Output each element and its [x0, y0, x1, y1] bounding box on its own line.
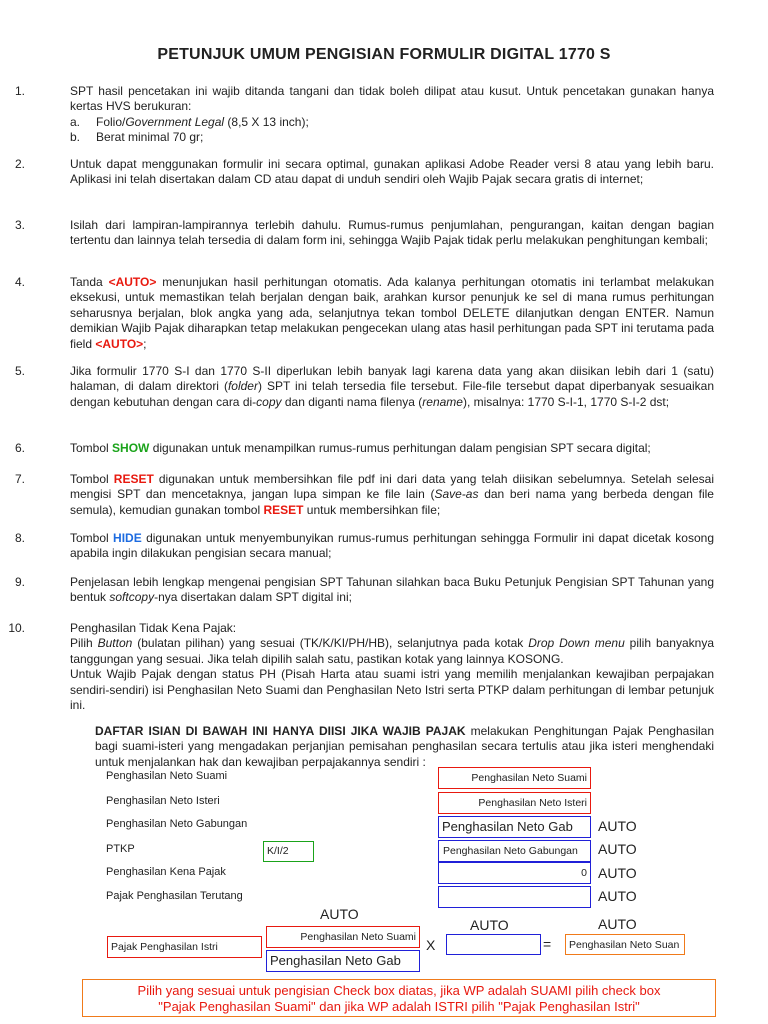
item-paragraph: Untuk Wajib Pajak dengan status PH (Pisah Harta atau suami istri yang memilih menjalankan kewajiban perpajakan sendiri-sendiri) isi Penghasilan Neto Suami dan Penghasilan Neto Istri serta PTKP dalam perhitungan di lembar petunjuk ini.: [70, 667, 714, 713]
item-number: 6.: [14, 441, 25, 455]
item-text: SPT hasil pencetakan ini wajib ditanda tangani dan tidak boleh dilipat atau kusut. Untuk pencetakan gunakan hanya kertas HVS berukuran:: [70, 84, 714, 114]
instruction-notice: Pilih yang sesuai untuk pengisian Check box diatas, jika WP adalah SUAMI pilih check box "Pajak Penghasilan Suami" dan jika WP adalah ISTRI pilih "Pajak Penghasilan Istri": [82, 979, 716, 1017]
pkp-field: 0: [438, 862, 591, 884]
item-text: Isilah dari lampiran-lampirannya terlebih dahulu. Rumus-rumus penjumlahan, pengurangan, kaitan dengan bagian tertentu dan lainnya telah tersedia di dalam form ini, sehingga Wajib Pajak tidak perlu melakukan penghitungan kembali;: [70, 218, 714, 248]
auto-marker: AUTO: [320, 906, 359, 922]
item-number: 5.: [14, 364, 25, 378]
form-intro: DAFTAR ISIAN DI BAWAH INI HANYA DIISI JIKA WAJIB PAJAK melakukan Penghitungan Pajak Penghasilan bagi suami-isteri yang mengadakan perjanjian pemisahan penghasilan secara tertulis atau jika isteri menghendaki untuk menjalankan hak dan kewajiban perpajakannya sendiri :: [95, 724, 714, 769]
list-item: [8, 621, 714, 713]
list-item: 9. Penjelasan lebih lengkap mengenai pengisian SPT Tahunan silahkan baca Buku Petunjuk Pengisian SPT Tahunan yang bentuk softcopy-nya disertakan dalam SPT digital ini;: [70, 575, 714, 606]
reset-button-label: RESET: [263, 502, 304, 517]
neto-suami-field[interactable]: Penghasilan Neto Suami: [438, 767, 591, 789]
neto-gabungan-field: Penghasilan Neto Gab: [438, 816, 591, 838]
label-neto-isteri: Penghasilan Neto Isteri: [106, 795, 220, 807]
label-pajak-terutang: Pajak Penghasilan Terutang: [106, 890, 243, 902]
reset-button-label: RESET: [113, 472, 154, 486]
item-number: 10.: [8, 621, 25, 635]
page-title: PETUNJUK UMUM PENGISIAN FORMULIR DIGITAL 1770 S: [157, 46, 611, 63]
pajak-istri-checkbox[interactable]: Pajak Penghasilan Istri: [107, 936, 262, 958]
list-item: 7. Tombol RESET digunakan untuk membersihkan file pdf ini dari data yang telah diisikan sebelumnya. Setelah selesai mengisi SPT dan mencetaknya, jangan lupa simpan ke file lain (Save-as dan beri nama yang berbeda dengan file semula), kemudian gunakan tombol RESET untuk membersihkan file;: [70, 472, 714, 518]
item-number: 1.: [14, 84, 25, 98]
calc-result-field: Penghasilan Neto Suan: [565, 934, 685, 955]
item-heading: Penghasilan Tidak Kena Pajak:: [70, 621, 237, 635]
list-item: 5. Jika formulir 1770 S-I dan 1770 S-II diperlukan lebih banyak lagi karena data yang akan diisikan lebih dari 1 (satu) halaman, di dalam direktori (folder) SPT ini telah tersedia file tersebut. File-file tersebut dapat diperbanyak sesuaikan dengan kebutuhan dengan cara di-copy dan diganti nama filenya (rename), misalnya: 1770 S-I-1, 1770 S-I-2 dst;: [70, 364, 714, 410]
label-pkp: Penghasilan Kena Pajak: [106, 866, 226, 878]
item-number: 3.: [14, 218, 25, 232]
auto-tag: <AUTO>: [108, 275, 157, 289]
calc-neto-suami-field: Penghasilan Neto Suami: [266, 926, 420, 948]
item-paragraph: Pilih Button (bulatan pilihan) yang sesuai (TK/K/KI/PH/HB), selanjutnya pada kotak Drop Down menu pilih banyaknya tanggungan yang sesuai. Jika telah dipilih salah satu, pastikan kotak yang lainnya KOSONG.: [70, 636, 714, 666]
ptkp-value-field: Penghasilan Neto Gabungan: [438, 840, 591, 862]
calc-neto-gabungan-field: Penghasilan Neto Gab: [266, 950, 420, 972]
list-item: [14, 218, 714, 249]
times-sign: X: [426, 937, 436, 953]
pajak-terutang-field: [438, 886, 591, 908]
item-number: 4.: [14, 275, 25, 289]
label-neto-suami: Penghasilan Neto Suami: [106, 770, 228, 782]
auto-tag: <AUTO>: [95, 336, 144, 351]
item-number: 9.: [14, 575, 25, 589]
label-ptkp: PTKP: [106, 843, 135, 855]
item-number: 8.: [14, 531, 25, 545]
label-neto-gabungan: Penghasilan Neto Gabungan: [106, 818, 248, 830]
neto-isteri-field[interactable]: Penghasilan Neto Isteri: [438, 792, 591, 814]
auto-marker: AUTO: [470, 917, 509, 933]
equals-sign: =: [543, 936, 552, 952]
hide-button-label: HIDE: [113, 531, 142, 545]
list-item: 8. Tombol HIDE digunakan untuk menyembunyikan rumus-rumus perhitungan sehingga Formulir ini dapat dicetak kosong apabila ingin dilakukan pengisian secara manual;: [70, 531, 714, 562]
list-item: 4. Tanda <AUTO> menunjukan hasil perhitungan otomatis. Ada kalanya perhitungan otomatis ini terlambat melakukan eksekusi, untuk memastikan telah berjalan dengan baik, arahkan kursor penunjuk ke sel di mana rumus perhitungan seharusnya berjalan, blok angka yang ada, selanjutnya tekan tombol DELETE dilanjutkan dengan ENTER. Namun demikian Wajib Pajak diharapkan tetap melakukan pengecekan ulang atas hasil perhitungan pada SPT ini terutama pada field <AUTO>;: [70, 275, 714, 352]
list-item: [14, 84, 714, 146]
auto-marker: AUTO: [598, 818, 637, 834]
show-button-label: SHOW: [112, 441, 150, 455]
auto-marker: AUTO: [598, 888, 637, 904]
auto-marker: AUTO: [598, 865, 637, 881]
sub-item-a: a. Folio/Government Legal (8,5 X 13 inch);: [70, 114, 309, 129]
list-item: 6. Tombol SHOW digunakan untuk menampilkan rumus-rumus perhitungan dalam pengisian SPT secara digital;: [70, 441, 714, 456]
item-number: 7.: [14, 472, 25, 486]
auto-marker: AUTO: [598, 841, 637, 857]
list-item: [14, 157, 714, 188]
calc-ratio-field: [446, 934, 541, 955]
item-number: 2.: [14, 157, 25, 171]
ptkp-status-select[interactable]: K/I/2: [263, 841, 314, 862]
sub-item-b: b. Berat minimal 70 gr;: [70, 130, 204, 145]
item-text: Untuk dapat menggunakan formulir ini secara optimal, gunakan aplikasi Adobe Reader versi 8 atau yang lebih baru. Aplikasi ini telah disertakan dalam CD atau dapat di unduh sendiri oleh Wajib Pajak secara gratis di internet;: [70, 157, 714, 187]
auto-marker: AUTO: [598, 916, 637, 932]
